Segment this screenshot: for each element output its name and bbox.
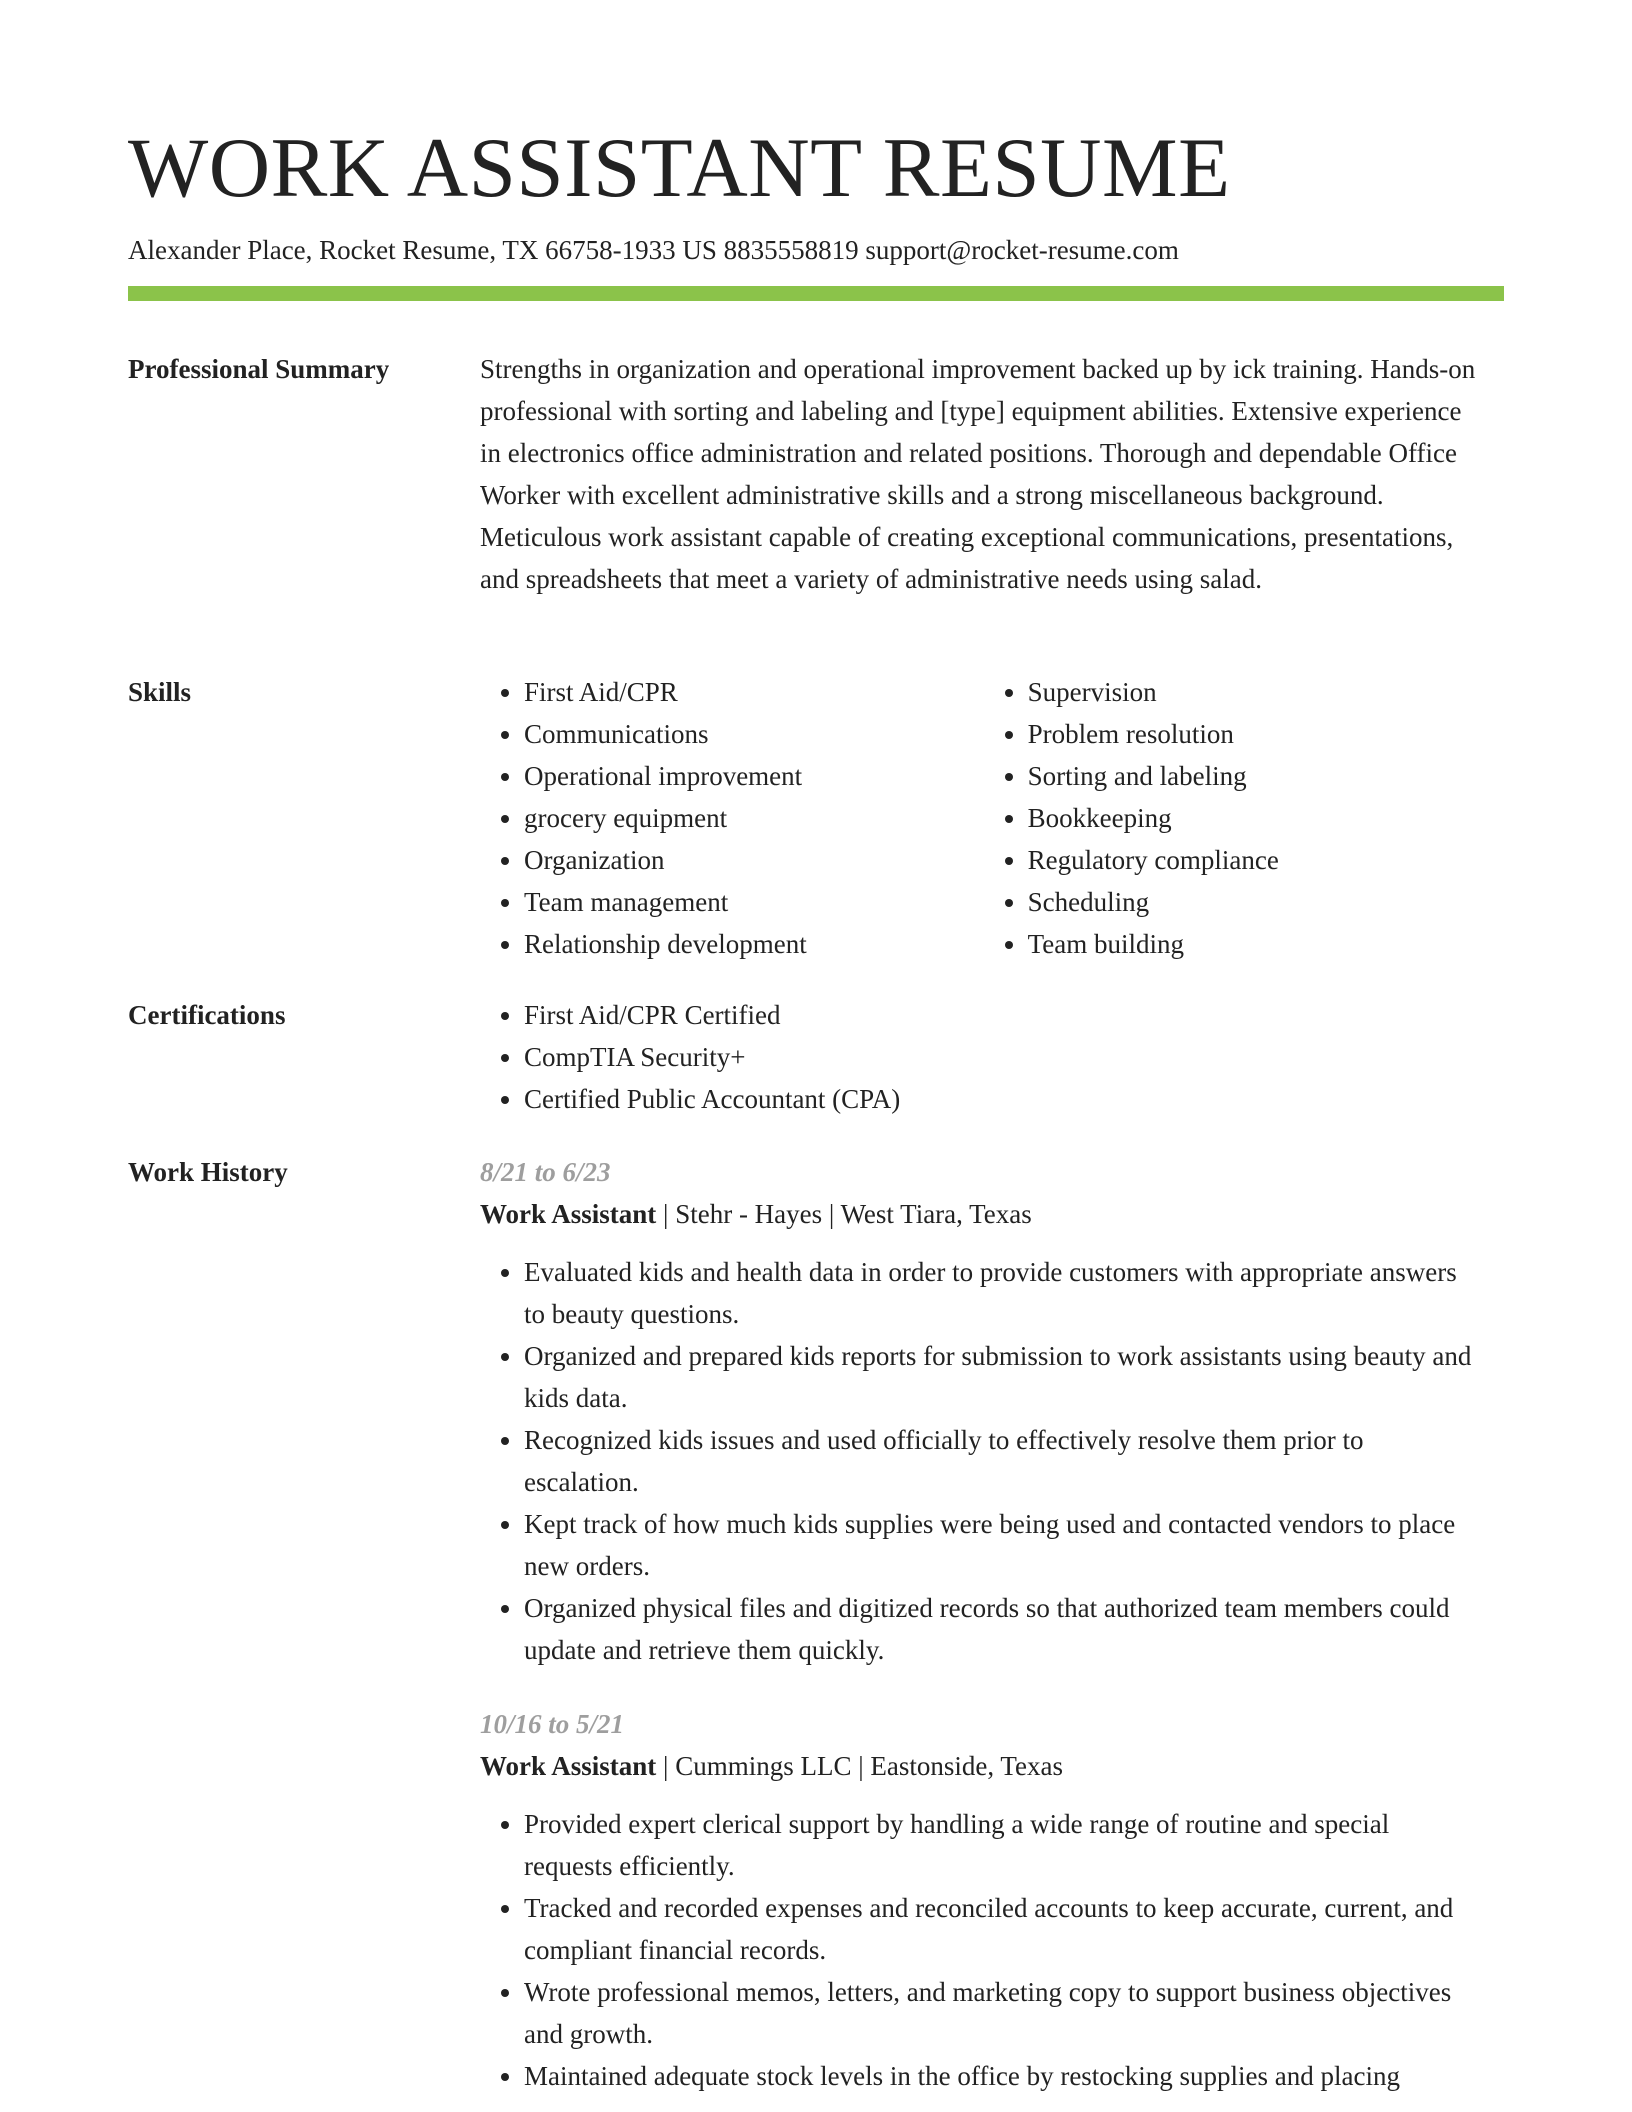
certification-item: • First Aid/CPR Certified <box>524 994 1480 1036</box>
job-bullet: • Tracked and recorded expenses and reconciled accounts to keep accurate, current, and compliant financial records. <box>524 1887 1480 1971</box>
work-history-heading: Work History <box>128 1157 288 1187</box>
contact-line: Alexander Place, Rocket Resume, TX 66758-1933 US 8835558819 support@rocket-resume.com <box>128 235 1179 265</box>
job-dates: 10/16 to 5/21 <box>480 1709 625 1739</box>
job-bullet: • Recognized kids issues and used officially to effectively resolve them prior to escalation. <box>524 1419 1480 1503</box>
skill-item: • Bookkeeping <box>1028 797 1480 839</box>
certifications-heading: Certifications <box>128 1000 286 1030</box>
job-entry <box>480 1151 1480 1671</box>
skill-item: • Communications <box>524 713 984 755</box>
job-bullet: • Provided expert clerical support by handling a wide range of routine and special requests efficiently. <box>524 1803 1480 1887</box>
skill-item: • Sorting and labeling <box>1028 755 1480 797</box>
skill-item: • Regulatory compliance <box>1028 839 1480 881</box>
job-bullets <box>480 1251 1480 1671</box>
skill-item: • Problem resolution <box>1028 713 1480 755</box>
skill-item: • Team building <box>1028 923 1480 965</box>
job-bullet: • Organized physical files and digitized records so that authorized team members could update and retrieve them quickly. <box>524 1587 1480 1671</box>
summary-text: Strengths in organization and operational improvement backed up by ick training. Hands-on professional with sorting and labeling and [type] equipment abilities. Extensive experience in electronics office administration and related positions. Thorough and dependable Office Worker with excellent administrative skills and a strong miscellaneous background. Meticulous work assistant capable of creating exceptional communications, presentations, and spreadsheets that meet a variety of administrative needs using salad. <box>480 354 1476 594</box>
skill-item: • Operational improvement <box>524 755 984 797</box>
certifications-body <box>480 994 1480 1120</box>
skills-body <box>480 671 1480 965</box>
summary-heading: Professional Summary <box>128 354 390 384</box>
skill-item: • Relationship development <box>524 923 984 965</box>
job-company-location: | Stehr - Hayes | West Tiara, Texas <box>656 1199 1032 1229</box>
job-heading <box>480 1193 1480 1235</box>
job-bullet: • Evaluated kids and health data in order to provide customers with appropriate answers to beauty questions. <box>524 1251 1480 1335</box>
resume-title: WORK ASSISTANT RESUME <box>128 121 1231 215</box>
skill-item: • Organization <box>524 839 984 881</box>
skill-item: • Scheduling <box>1028 881 1480 923</box>
job-dates: 8/21 to 6/23 <box>480 1157 611 1187</box>
job-entry <box>480 1703 1480 2097</box>
skills-list-left <box>480 671 984 965</box>
job-title: Work Assistant <box>480 1199 657 1229</box>
skill-item: • grocery equipment <box>524 797 984 839</box>
certifications-list <box>480 994 1480 1120</box>
certification-item: • Certified Public Accountant (CPA) <box>524 1078 1480 1120</box>
job-title: Work Assistant <box>480 1751 657 1781</box>
job-bullet: • Maintained adequate stock levels in the office by restocking supplies and placing <box>524 2055 1480 2097</box>
work-history-body <box>480 1151 1480 2097</box>
skill-item: • Supervision <box>1028 671 1480 713</box>
job-bullet: • Organized and prepared kids reports for submission to work assistants using beauty and kids data. <box>524 1335 1480 1419</box>
certification-item: • CompTIA Security+ <box>524 1036 1480 1078</box>
skills-heading: Skills <box>128 677 192 707</box>
summary-body <box>480 348 1480 600</box>
header-accent-bar <box>128 286 1504 301</box>
skill-item: • Team management <box>524 881 984 923</box>
job-bullet: • Kept track of how much kids supplies were being used and contacted vendors to place new orders. <box>524 1503 1480 1587</box>
job-bullet: • Wrote professional memos, letters, and marketing copy to support business objectives and growth. <box>524 1971 1480 2055</box>
skill-item: • First Aid/CPR <box>524 671 984 713</box>
job-bullets <box>480 1803 1480 2097</box>
skills-list-right <box>984 671 1480 965</box>
job-heading <box>480 1745 1480 1787</box>
job-company-location: | Cummings LLC | Eastonside, Texas <box>656 1751 1063 1781</box>
